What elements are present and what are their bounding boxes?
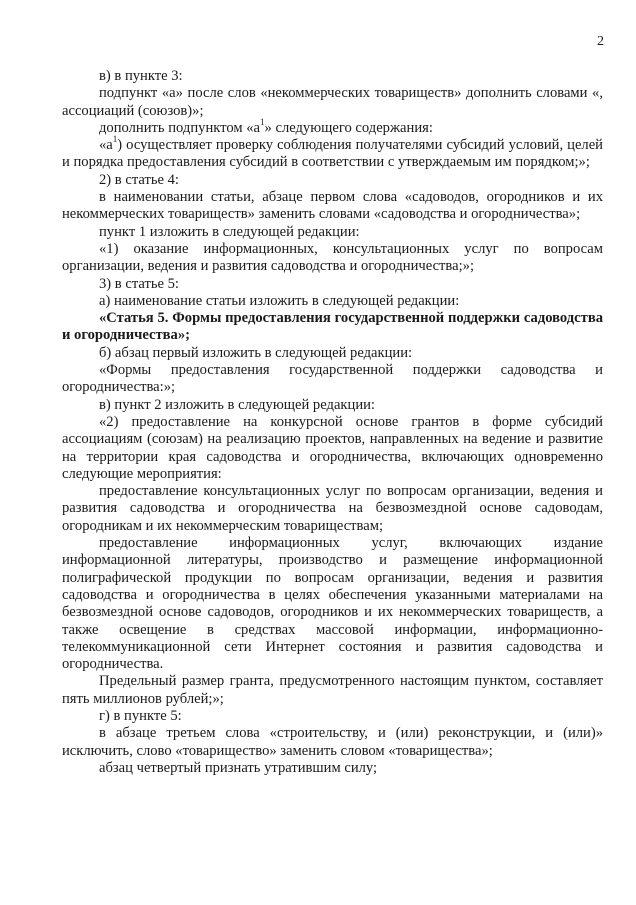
paragraph: предоставление информационных услуг, включающих издание информационной литературы, производство и размещение информационной полиграфической продукции по вопросам организации, ведения и развития садоводства и огородничества в целях обеспечения указанными материалами на безвозмездной основе садоводов, огородников и их некоммерческих товариществ, а также освещение в средствах массовой информации, информационно-телекоммуникационной сети Интернет состояния и развития садоводства и огородничества. [62,535,603,673]
paragraph: а) наименование статьи изложить в следующей редакции: [99,292,460,309]
paragraph: 2) в статье 4: [99,171,179,188]
paragraph-text: дополнить подпунктом «а [99,119,261,136]
paragraph-text: «а [99,137,113,154]
paragraph: 3) в статье 5: [99,275,179,292]
paragraph-text: ) осуществляет проверку соблюдения получателями субсидий условий, целей и порядка предоставления субсидий в соответствии с утверждаемым им порядком;»; [62,137,603,171]
paragraph [62,117,603,137]
page-number: 2 [597,34,604,49]
paragraph: в наименовании статьи, абзаце первом слова «садоводов, огородников и их некоммерческих товариществ» заменить словами «садоводства и огородничества»; [62,189,603,223]
paragraph: б) абзац первый изложить в следующей редакции: [99,344,413,361]
paragraph: Предельный размер гранта, предусмотренного настоящим пунктом, составляет пять миллионов рублей;»; [62,673,603,707]
paragraph: абзац четвертый признать утратившим силу; [99,759,378,776]
paragraph: «1) оказание информационных, консультационных услуг по вопросам организации, ведения и развития садоводства и огородничества;»; [62,240,603,275]
paragraph: «Формы предоставления государственной поддержки садоводства и огородничества:»; [62,362,603,396]
paragraph: в) в пункте 3: [99,68,183,84]
paragraph: предоставление консультационных услуг по вопросам организации, ведения и развития садоводства и огородничества на безвозмездной основе садоводам, огородникам и их некоммерческим товариществам; [62,483,603,534]
paragraph: пункт 1 изложить в следующей редакции: [99,223,360,240]
paragraph: г) в пункте 5: [99,707,182,724]
paragraph: в) пункт 2 изложить в следующей редакции: [99,396,375,413]
paragraph: подпункт «а» после слов «некоммерческих товариществ» дополнить словами «, ассоциаций (союзов)»; [62,85,603,119]
superscript: 1 [112,134,118,145]
paragraph: «2) предоставление на конкурсной основе грантов в форме субсидий ассоциациям (союзам) на реализацию проектов, направленных на ведение и развитие на территории края садоводства и огородничества, включающих одновременно следующие мероприятия: [62,413,603,482]
paragraph-text: » следующего содержания: [264,119,433,136]
paragraph: в абзаце третьем слова «строительству, и (или) реконструкции, и (или)» исключить, слово «товарищество» заменить словом «товарищества»; [62,725,603,759]
superscript: 1 [260,117,265,128]
article-heading: «Статья 5. Формы предоставления государственной поддержки садоводства и огородничества»; [62,310,603,344]
document-body [62,68,603,777]
paragraph [62,134,603,172]
